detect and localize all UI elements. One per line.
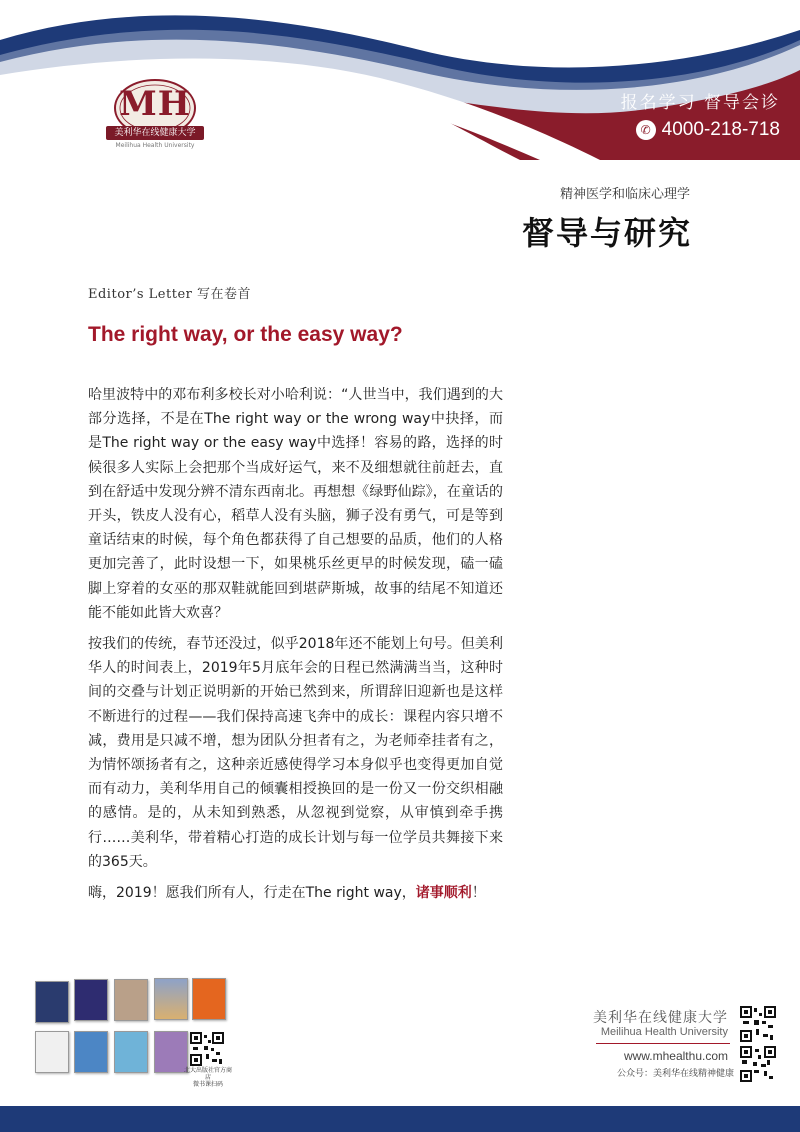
phone-icon: ✆	[636, 120, 656, 140]
column-title: 督导与研究	[521, 214, 692, 252]
logo-subtitle: Meilihua Health University	[115, 142, 195, 149]
qr-caption-line: 北大出版社官方商店	[183, 1067, 232, 1081]
qr-caption-line: 微书课扫码	[192, 1081, 223, 1088]
footer-bar	[0, 1106, 800, 1132]
article-body	[88, 383, 503, 912]
article-paragraph: 哈里波特中的邓布利多校长对小哈利说：“人世当中，我们遇到的大部分选择，不是在The right way or the wrong way中抉择，而是The right way or the easy way中选择！容易的路，选择的时候很多人实际上会把那个当成好运气，来不及细想就往前赶去，直到在舒适中发现分辨不清东西南北。再想想《绿野仙踪》，在童话的开头，铁皮人没有心，稻草人没有头脑，狮子没有勇气，可是等到童话结束的时候，每个角色都获得了自己想要的品质，他们的人格更加完善了，此时设想一下，如果桃乐丝更早的时候发现，磕一磕脚上穿着的女巫的那双鞋就能回到堪萨斯城，故事的结尾不知道还能不能如此皆大欢喜？	[88, 387, 503, 621]
closing-suffix: ！	[471, 885, 486, 902]
book-cover-image[interactable]	[114, 1031, 148, 1073]
section-label: 精神医学和临床心理学	[559, 187, 690, 202]
book-cover-image[interactable]	[192, 978, 226, 1020]
book-cover-image[interactable]	[74, 979, 108, 1021]
editor-letter-label: Editor’s Letter 写在卷首	[88, 287, 251, 302]
closing-text: 嗨，2019！愿我们所有人，行走在The right way，	[88, 885, 416, 902]
phone-row	[600, 119, 780, 141]
book-cover-image[interactable]	[114, 979, 148, 1021]
article-title: The right way, or the easy way?	[88, 323, 403, 346]
footer-divider	[596, 1043, 730, 1044]
closing-emphasis: 诸事顺利	[415, 885, 472, 902]
book-cover-image[interactable]	[35, 981, 69, 1023]
university-name-cn: 美利华在线健康大学	[593, 1010, 728, 1026]
qr-code-icon[interactable]	[740, 1046, 776, 1082]
article-closing	[88, 881, 503, 905]
book-cover-image[interactable]	[74, 1031, 108, 1073]
qr-code-icon[interactable]	[190, 1032, 224, 1066]
university-name-en: Meilihua Health University	[600, 1026, 728, 1038]
hotline-block	[600, 88, 780, 141]
qr-code-icon[interactable]	[740, 1006, 776, 1042]
qr-caption	[182, 1067, 234, 1088]
university-logo	[100, 78, 210, 158]
logo-monogram: MH	[119, 84, 191, 124]
article-paragraph: 按我们的传统，春节还没过，似乎2018年还不能划上句号。但美利华人的时间表上，2019年5月底年会的日程已然满满当当，这种时间的交叠与计划正说明新的开始已然到来，所谓辞旧迎新也是这样不断进行的过程——我们保持高速飞奔中的成长：课程内容只增不减，费用是只减不增，想为团队分担者有之，为老师牵挂者有之，为情怀颂扬者有之，这种亲近感使得学习本身似乎也变得更加自觉而有动力，美利华用自己的倾囊相授换回的是一份又一份交织相融的感情。是的，从未知到熟悉，从忽视到觉察，从审慎到牵手携行……美利华，带着精心打造的成长计划与每一位学员共舞接下来的365天。	[88, 636, 503, 870]
slogan: 报名学习 督导会诊	[620, 93, 780, 113]
logo-banner: 美利华在线健康大学	[106, 126, 204, 140]
wechat-account: 公众号：美利华在线精神健康	[616, 1069, 734, 1079]
book-cover-image[interactable]	[154, 978, 188, 1020]
website-link[interactable]: www.mhealthu.com	[623, 1049, 728, 1063]
book-cover-image[interactable]	[35, 1031, 69, 1073]
phone-number[interactable]: 4000-218-718	[661, 119, 780, 140]
